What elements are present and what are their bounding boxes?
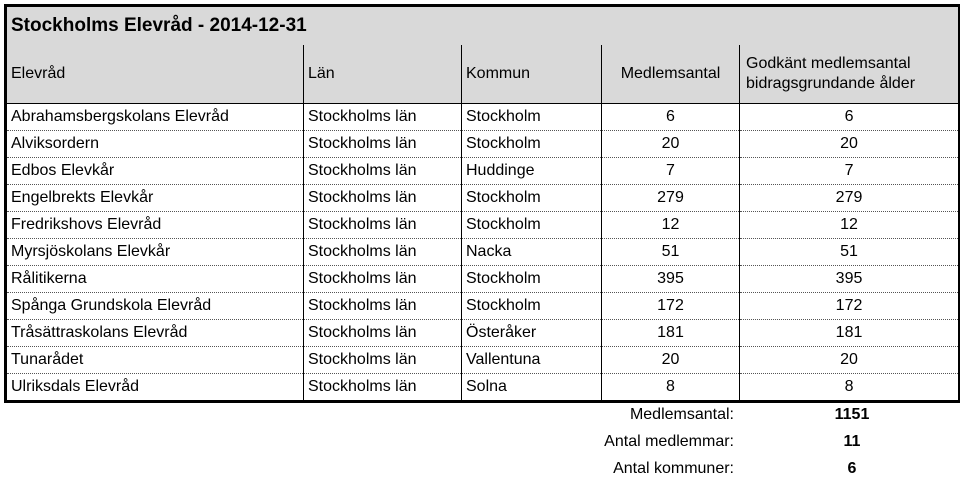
cell-elevrad: Ulriksdals Elevråd (6, 374, 304, 402)
cell-medlemsantal: 279 (602, 185, 740, 212)
table-row (6, 239, 960, 266)
cell-lan: Stockholms län (304, 239, 462, 266)
cell-elevrad: Engelbrekts Elevkår (6, 185, 304, 212)
cell-kommun: Stockholm (462, 293, 602, 320)
cell-medlemsantal: 20 (602, 347, 740, 374)
cell-elevrad: Tunarådet (6, 347, 304, 374)
cell-lan: Stockholms län (304, 320, 462, 347)
cell-lan: Stockholms län (304, 131, 462, 158)
header-godkant-line2: bidragsgrundande ålder (746, 75, 916, 92)
cell-medlemsantal: 12 (602, 212, 740, 239)
member-table (4, 4, 960, 403)
cell-kommun: Stockholm (462, 104, 602, 131)
cell-kommun: Stockholm (462, 212, 602, 239)
cell-lan: Stockholms län (304, 212, 462, 239)
header-godkant (740, 45, 960, 104)
table-row (6, 320, 960, 347)
header-row (6, 45, 960, 104)
summary-row (4, 456, 958, 483)
title-row (6, 6, 960, 46)
cell-medlemsantal: 7 (602, 158, 740, 185)
cell-godkant: 20 (740, 131, 960, 158)
cell-kommun: Stockholm (462, 266, 602, 293)
cell-godkant: 279 (740, 185, 960, 212)
table-row (6, 158, 960, 185)
cell-medlemsantal: 172 (602, 293, 740, 320)
header-medlemsantal: Medlemsantal (602, 45, 740, 104)
summary-block (4, 402, 958, 483)
cell-elevrad: Fredrikshovs Elevråd (6, 212, 304, 239)
summary-row (4, 429, 958, 456)
cell-godkant: 395 (740, 266, 960, 293)
summary-label: Medlemsantal: (629, 406, 734, 423)
cell-kommun: Vallentuna (462, 347, 602, 374)
header-lan: Län (304, 45, 462, 104)
header-godkant-line1: Godkänt medlemsantal (746, 55, 911, 72)
cell-kommun: Solna (462, 374, 602, 402)
cell-elevrad: Myrsjöskolans Elevkår (6, 239, 304, 266)
header-kommun: Kommun (462, 45, 602, 104)
sheet-title: Stockholms Elevråd - 2014-12-31 (6, 6, 960, 46)
cell-kommun: Huddinge (462, 158, 602, 185)
summary-value: 1151 (834, 406, 870, 423)
table-row (6, 104, 960, 131)
cell-lan: Stockholms län (304, 266, 462, 293)
cell-godkant: 51 (740, 239, 960, 266)
cell-medlemsantal: 20 (602, 131, 740, 158)
cell-medlemsantal: 395 (602, 266, 740, 293)
table-row (6, 266, 960, 293)
table-row (6, 212, 960, 239)
cell-elevrad: Alviksordern (6, 131, 304, 158)
cell-kommun: Österåker (462, 320, 602, 347)
cell-kommun: Stockholm (462, 131, 602, 158)
cell-elevrad: Edbos Elevkår (6, 158, 304, 185)
cell-godkant: 6 (740, 104, 960, 131)
header-elevrad: Elevråd (6, 45, 304, 104)
table-row (6, 374, 960, 402)
cell-medlemsantal: 181 (602, 320, 740, 347)
cell-lan: Stockholms län (304, 158, 462, 185)
cell-elevrad: Rålitikerna (6, 266, 304, 293)
cell-godkant: 12 (740, 212, 960, 239)
summary-value: 11 (843, 433, 861, 450)
cell-godkant: 181 (740, 320, 960, 347)
cell-lan: Stockholms län (304, 185, 462, 212)
cell-godkant: 8 (740, 374, 960, 402)
cell-lan: Stockholms län (304, 347, 462, 374)
cell-godkant: 7 (740, 158, 960, 185)
cell-elevrad: Abrahamsbergskolans Elevråd (6, 104, 304, 131)
cell-medlemsantal: 6 (602, 104, 740, 131)
table-row (6, 185, 960, 212)
cell-lan: Stockholms län (304, 374, 462, 402)
cell-elevrad: Tråsättraskolans Elevråd (6, 320, 304, 347)
cell-elevrad: Spånga Grundskola Elevråd (6, 293, 304, 320)
cell-lan: Stockholms län (304, 293, 462, 320)
table-row (6, 131, 960, 158)
cell-lan: Stockholms län (304, 104, 462, 131)
cell-kommun: Nacka (462, 239, 602, 266)
summary-value: 6 (847, 460, 857, 477)
cell-medlemsantal: 51 (602, 239, 740, 266)
summary-label: Antal medlemmar: (604, 433, 734, 450)
cell-godkant: 172 (740, 293, 960, 320)
cell-kommun: Stockholm (462, 185, 602, 212)
cell-godkant: 20 (740, 347, 960, 374)
spreadsheet (4, 4, 958, 403)
table-row (6, 293, 960, 320)
cell-medlemsantal: 8 (602, 374, 740, 402)
summary-label: Antal kommuner: (613, 460, 734, 477)
summary-row (4, 402, 958, 429)
table-row (6, 347, 960, 374)
